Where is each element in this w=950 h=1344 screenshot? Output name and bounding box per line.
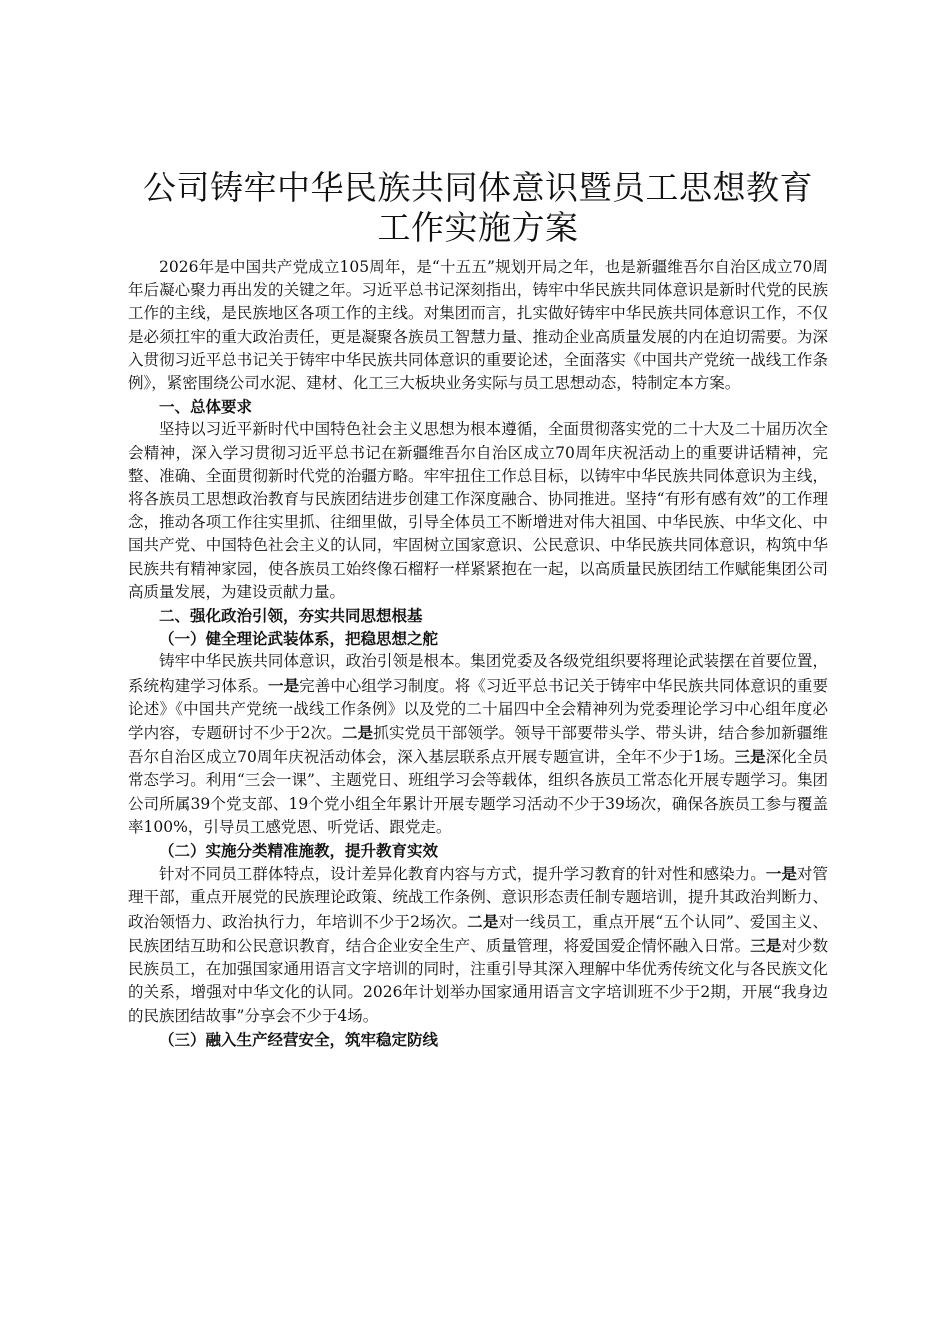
subsection-1-text-3: 深化全员常态学习。利用“三会一课”、主题党日、班组学习会等载体，组织各族员工常态化开展专题学习。集团公司所属39个党支部、19个党小组全年累计开展专题学习活动不少于39场次，确保各族员工参与覆盖率100%，引导员工感党恩、听党话、跟党走。 [128, 748, 828, 836]
subsection-2-text-2: 对一线员工，重点开展“五个认同”、爱国主义、民族团结互助和公民意识教育，结合企业安全生产、质量管理，将爱国爱企情怀融入日常。 [128, 912, 828, 955]
subsection-1-marker-3: 三是 [734, 747, 766, 767]
subsection-2-lead: 针对不同员工群体特点，设计差异化教育内容与方式，提升学习教育的针对性和感染力。 [159, 865, 766, 884]
subsection-2-heading: （二）实施分类精准施教，提升教育实效 [159, 841, 439, 861]
document-title: 公司铸牢中华民族共同体意识暨员工思想教育工作实施方案 [143, 168, 813, 247]
subsection-1-marker-2: 二是 [341, 723, 374, 743]
subsection-2-marker-3: 三是 [750, 935, 782, 955]
section-1-heading: 一、总体要求 [159, 397, 253, 417]
document-page [128, 168, 828, 1051]
subsection-1-body [128, 650, 828, 839]
subsection-1-lead: 铸牢中华民族共同体意识，政治引领是根本。集团党委及各级党组织要将理论武装摆在首要位置，系统构建学习体系。 [128, 652, 828, 695]
section-1-body: 坚持以习近平新时代中国特色社会主义思想为根本遵循，全面贯彻落实党的二十大及二十届历次全会精神，深入学习贯彻习近平总书记在新疆维吾尔自治区成立70周年庆祝活动上的重要讲话精神，完整、准确、全面贯彻新时代党的治疆方略。牢牢扭住工作总目标，以铸牢中华民族共同体意识为主线，将各族员工思想政治教育与民族团结进步创建工作深度融合、协同推进。坚持“有形有感有效”的工作理念，推动各项工作往实里抓、往细里做，引导全体员工不断增进对伟大祖国、中华民族、中华文化、中国共产党、中国特色社会主义的认同，牢固树立国家意识、公民意识、中华民族共同体意识，构筑中华民族共有精神家园，使各族员工始终像石榴籽一样紧紧抱在一起，以高质量民族团结工作赋能集团公司高质量发展，为建设贡献力量。 [128, 420, 828, 601]
subsection-2-marker-2: 二是 [467, 911, 499, 931]
subsection-1-marker-1: 一是 [268, 675, 300, 695]
subsection-2-text-1: 对管理干部，重点开展党的民族理论政策、统战工作条例、意识形态责任制专题培训，提升其政治判断力、政治领悟力、政治执行力，年培训不少于2场次。 [128, 865, 828, 931]
subsection-2-text-3: 对少数民族员工，在加强国家通用语言文字培训的同时，注重引导其深入理解中华优秀传统文化与各民族文化的关系，增强对中华文化的认同。2026年计划举办国家通用语言文字培训班不少于2期，开展“我身边的民族团结故事”分享会不少于4场。 [128, 936, 828, 1025]
subsection-3-heading: （三）融入生产经营安全，筑牢稳定防线 [159, 1029, 439, 1049]
subsection-1-text-1: 完善中心组学习制度。将《习近平总书记关于铸牢中华民族共同体意识的重要论述》《中国共产党统一战线工作条例》以及党的二十届四中全会精神列为党委理论学习中心组年度必学内容，专题研讨不少于2次。 [128, 676, 828, 743]
subsection-2-marker-1: 一是 [765, 864, 797, 884]
subsection-1-heading: （一）健全理论武装体系，把稳思想之舵 [159, 629, 439, 649]
section-2-heading: 二、强化政治引领，夯实共同思想根基 [159, 606, 423, 626]
intro-paragraph: 2026年是中国共产党成立105周年，是“十五五”规划开局之年，也是新疆维吾尔自治区成立70周年后凝心聚力再出发的关键之年。习近平总书记深刻指出，铸牢中华民族共同体意识是新时代党的民族工作的主线，是民族地区各项工作的主线。对集团而言，扎实做好铸牢中华民族共同体意识工作，不仅是必须扛牢的重大政治责任，更是凝聚各族员工智慧力量、推动企业高质量发展的内在迫切需要。为深入贯彻习近平总书记关于铸牢中华民族共同体意识的重要论述，全面落实《中国共产党统一战线工作条例》，紧密围绕公司水泥、建材、化工三大板块业务实际与员工思想动态，特制定本方案。 [128, 258, 828, 393]
subsection-2-body [128, 862, 828, 1027]
subsection-1-text-2: 抓实党员干部领学。领导干部要带头学、带头讲，结合参加新疆维吾尔自治区成立70周年庆祝活动体会，深入基层联系点开展专题宣讲，全年不少于1场。 [128, 724, 828, 767]
